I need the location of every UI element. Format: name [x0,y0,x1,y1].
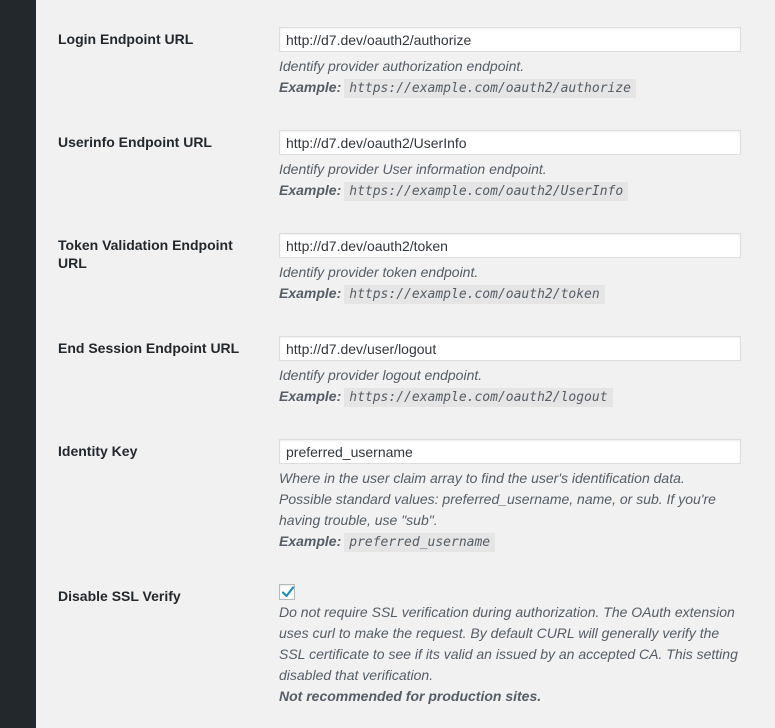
token-endpoint-description [279,262,741,305]
admin-sidebar [0,0,36,728]
identity-key-example [279,531,741,553]
userinfo-endpoint-field [279,130,741,202]
userinfo-endpoint-description-text: Identify provider User information endpoint. [279,161,547,177]
token-endpoint-example [279,283,741,305]
login-endpoint-field [279,27,741,99]
token-endpoint-input[interactable] [279,233,741,258]
disable-ssl-verify-label: Disable SSL Verify [58,588,181,604]
identity-key-description-text: Where in the user claim array to find the user's identification data. Possible standard values: preferred_username, name, or sub. If you're having trouble, use "sub". [279,470,716,528]
end-session-endpoint-description-text: Identify provider logout endpoint. [279,367,483,383]
userinfo-endpoint-description [279,159,741,202]
example-label: Example: [279,388,342,404]
login-endpoint-description-text: Identify provider authorization endpoint. [279,58,525,74]
identity-key-label: Identity Key [58,443,138,459]
end-session-endpoint-label: End Session Endpoint URL [58,340,240,356]
end-session-endpoint-description [279,365,741,408]
token-endpoint-example-code: https://example.com/oauth2/token [344,285,604,304]
disable-ssl-verify-description-text: Do not require SSL verification during authorization. The OAuth extension uses curl to make the request. By default CURL will generally verify the SSL certificate to see if its valid an issued by an accepted CA. This setting disabled that verification. [279,604,738,683]
login-endpoint-label: Login Endpoint URL [58,31,194,47]
identity-key-example-code: preferred_username [344,533,495,552]
settings-form [36,0,775,728]
example-label: Example: [279,182,342,198]
userinfo-endpoint-example-code: https://example.com/oauth2/UserInfo [344,182,628,201]
checkmark-icon [281,585,295,599]
example-label: Example: [279,533,342,549]
example-label: Example: [279,79,342,95]
userinfo-endpoint-example [279,180,741,202]
identity-key-description [279,468,741,553]
disable-ssl-verify-checkbox[interactable] [279,584,295,600]
userinfo-endpoint-label: Userinfo Endpoint URL [58,134,212,150]
end-session-endpoint-example-code: https://example.com/oauth2/logout [344,388,612,407]
disable-ssl-verify-note: Not recommended for production sites. [279,688,542,704]
identity-key-input[interactable] [279,439,741,464]
token-endpoint-field [279,233,741,305]
userinfo-endpoint-input[interactable] [279,130,741,155]
login-endpoint-input[interactable] [279,27,741,52]
end-session-endpoint-field [279,336,741,408]
end-session-endpoint-input[interactable] [279,336,741,361]
login-endpoint-description [279,56,741,99]
end-session-endpoint-example [279,386,741,408]
token-endpoint-label: Token Validation Endpoint URL [58,237,233,271]
token-endpoint-description-text: Identify provider token endpoint. [279,264,479,280]
identity-key-field [279,439,741,553]
login-endpoint-example-code: https://example.com/oauth2/authorize [344,79,636,98]
disable-ssl-verify-description [279,602,741,707]
disable-ssl-verify-field [279,584,741,707]
example-label: Example: [279,285,342,301]
login-endpoint-example [279,77,741,99]
